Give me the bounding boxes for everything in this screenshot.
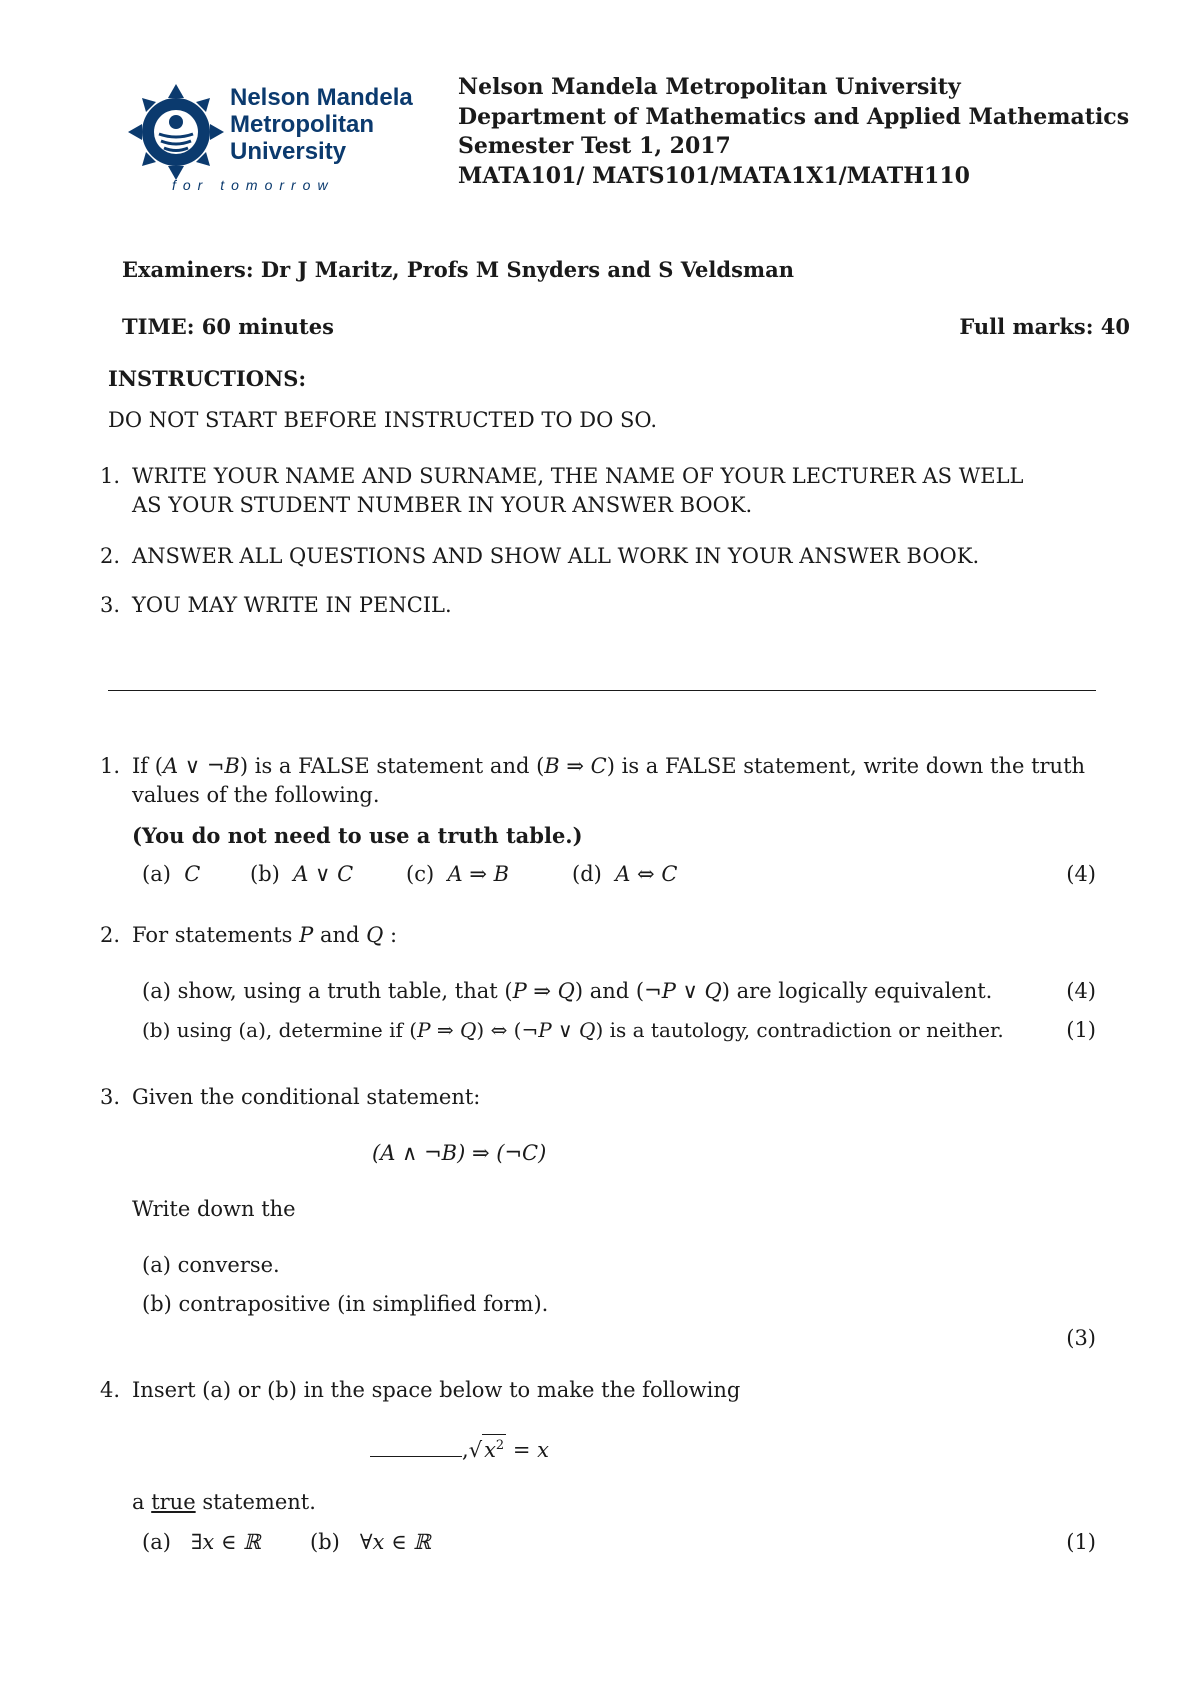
- instruction-number: 3.: [100, 593, 121, 617]
- q2-part-a: (a) show, using a truth table, that (P ⇒ Q) and (¬P ∨ Q) are logically equivalent.: [142, 979, 993, 1003]
- instruction-text: ANSWER ALL QUESTIONS AND SHOW ALL WORK IN YOUR ANSWER BOOK.: [132, 544, 980, 568]
- q3-part-b: (b) contrapositive (in simplified form).: [142, 1292, 549, 1316]
- question-3-prompt: Write down the: [132, 1197, 296, 1221]
- examiners: Examiners: Dr J Maritz, Profs M Snyders and S Veldsman: [122, 257, 794, 282]
- logo-wordmark: [230, 84, 413, 165]
- question-4-after: a true statement.: [132, 1490, 316, 1514]
- logo-line-1: Nelson Mandela: [230, 84, 413, 111]
- horizontal-rule: [108, 690, 1096, 691]
- document-header: [458, 73, 1129, 191]
- q4-part-b: (b) ∀x ∈ ℝ: [310, 1530, 431, 1554]
- question-marks: (3): [1066, 1326, 1096, 1350]
- question-3-statement: (A ∧ ¬B) ⇒ (¬C): [372, 1141, 547, 1165]
- question-marks: (1): [1066, 1018, 1096, 1042]
- instruction-text: WRITE YOUR NAME AND SURNAME, THE NAME OF YOUR LECTURER AS WELL: [132, 464, 1024, 488]
- instruction-text: YOU MAY WRITE IN PENCIL.: [132, 593, 452, 617]
- question-1-line-2: values of the following.: [132, 783, 380, 807]
- university-name: Nelson Mandela Metropolitan University: [458, 74, 961, 100]
- question-number: 3.: [100, 1085, 121, 1109]
- time-allowed: TIME: 60 minutes: [122, 314, 334, 339]
- q1-part-d: (d) A ⇔ C: [572, 862, 678, 886]
- instruction-number: 1.: [100, 464, 121, 488]
- question-number: 2.: [100, 923, 121, 947]
- q1-part-b: (b) A ∨ C: [250, 862, 354, 886]
- logo-tagline: for tomorrow: [172, 177, 335, 193]
- logo-line-2: Metropolitan: [230, 111, 374, 138]
- instructions-heading: INSTRUCTIONS:: [108, 366, 307, 391]
- question-number: 1.: [100, 754, 121, 778]
- question-3-intro: Given the conditional statement:: [132, 1085, 481, 1109]
- question-1-note: (You do not need to use a truth table.): [132, 823, 583, 848]
- instructions-warning: DO NOT START BEFORE INSTRUCTED TO DO SO.: [108, 408, 658, 432]
- question-4-intro: Insert (a) or (b) in the space below to make the following: [132, 1378, 741, 1402]
- university-emblem-icon: [126, 82, 226, 182]
- q3-part-a: (a) converse.: [142, 1253, 280, 1277]
- instruction-text: AS YOUR STUDENT NUMBER IN YOUR ANSWER BOOK.: [132, 493, 753, 517]
- instruction-number: 2.: [100, 544, 121, 568]
- department-name: Department of Mathematics and Applied Mathematics: [458, 103, 1130, 130]
- full-marks: Full marks: 40: [959, 314, 1130, 339]
- answer-blank: [370, 1438, 462, 1457]
- module-codes: MATA101/ MATS101/MATA1X1/MATH110: [458, 162, 970, 189]
- question-number: 4.: [100, 1378, 121, 1402]
- q1-part-a: (a) C: [142, 862, 201, 886]
- q1-part-c: (c) A ⇒ B: [406, 862, 510, 886]
- question-4-display: $,√x^2 = x$: [370, 1434, 549, 1462]
- q2-part-b: (b) using (a), determine if (P ⇒ Q) ⇔ (¬P ∨ Q) is a tautology, contradiction or neither.: [142, 1018, 1004, 1042]
- question-marks: (1): [1066, 1530, 1096, 1554]
- question-2-intro: For statements P and Q :: [132, 923, 398, 947]
- question-marks: (4): [1066, 979, 1096, 1003]
- question-1-line-1: If (A ∨ ¬B) is a FALSE statement and (B ⇒ C) is a FALSE statement, write down the truth: [132, 754, 1086, 778]
- question-marks: (4): [1066, 862, 1096, 886]
- logo-line-3: University: [230, 138, 347, 165]
- test-name: Semester Test 1, 2017: [458, 133, 731, 159]
- university-logo: [126, 82, 416, 202]
- q4-part-a: (a) ∃x ∈ ℝ: [142, 1530, 261, 1554]
